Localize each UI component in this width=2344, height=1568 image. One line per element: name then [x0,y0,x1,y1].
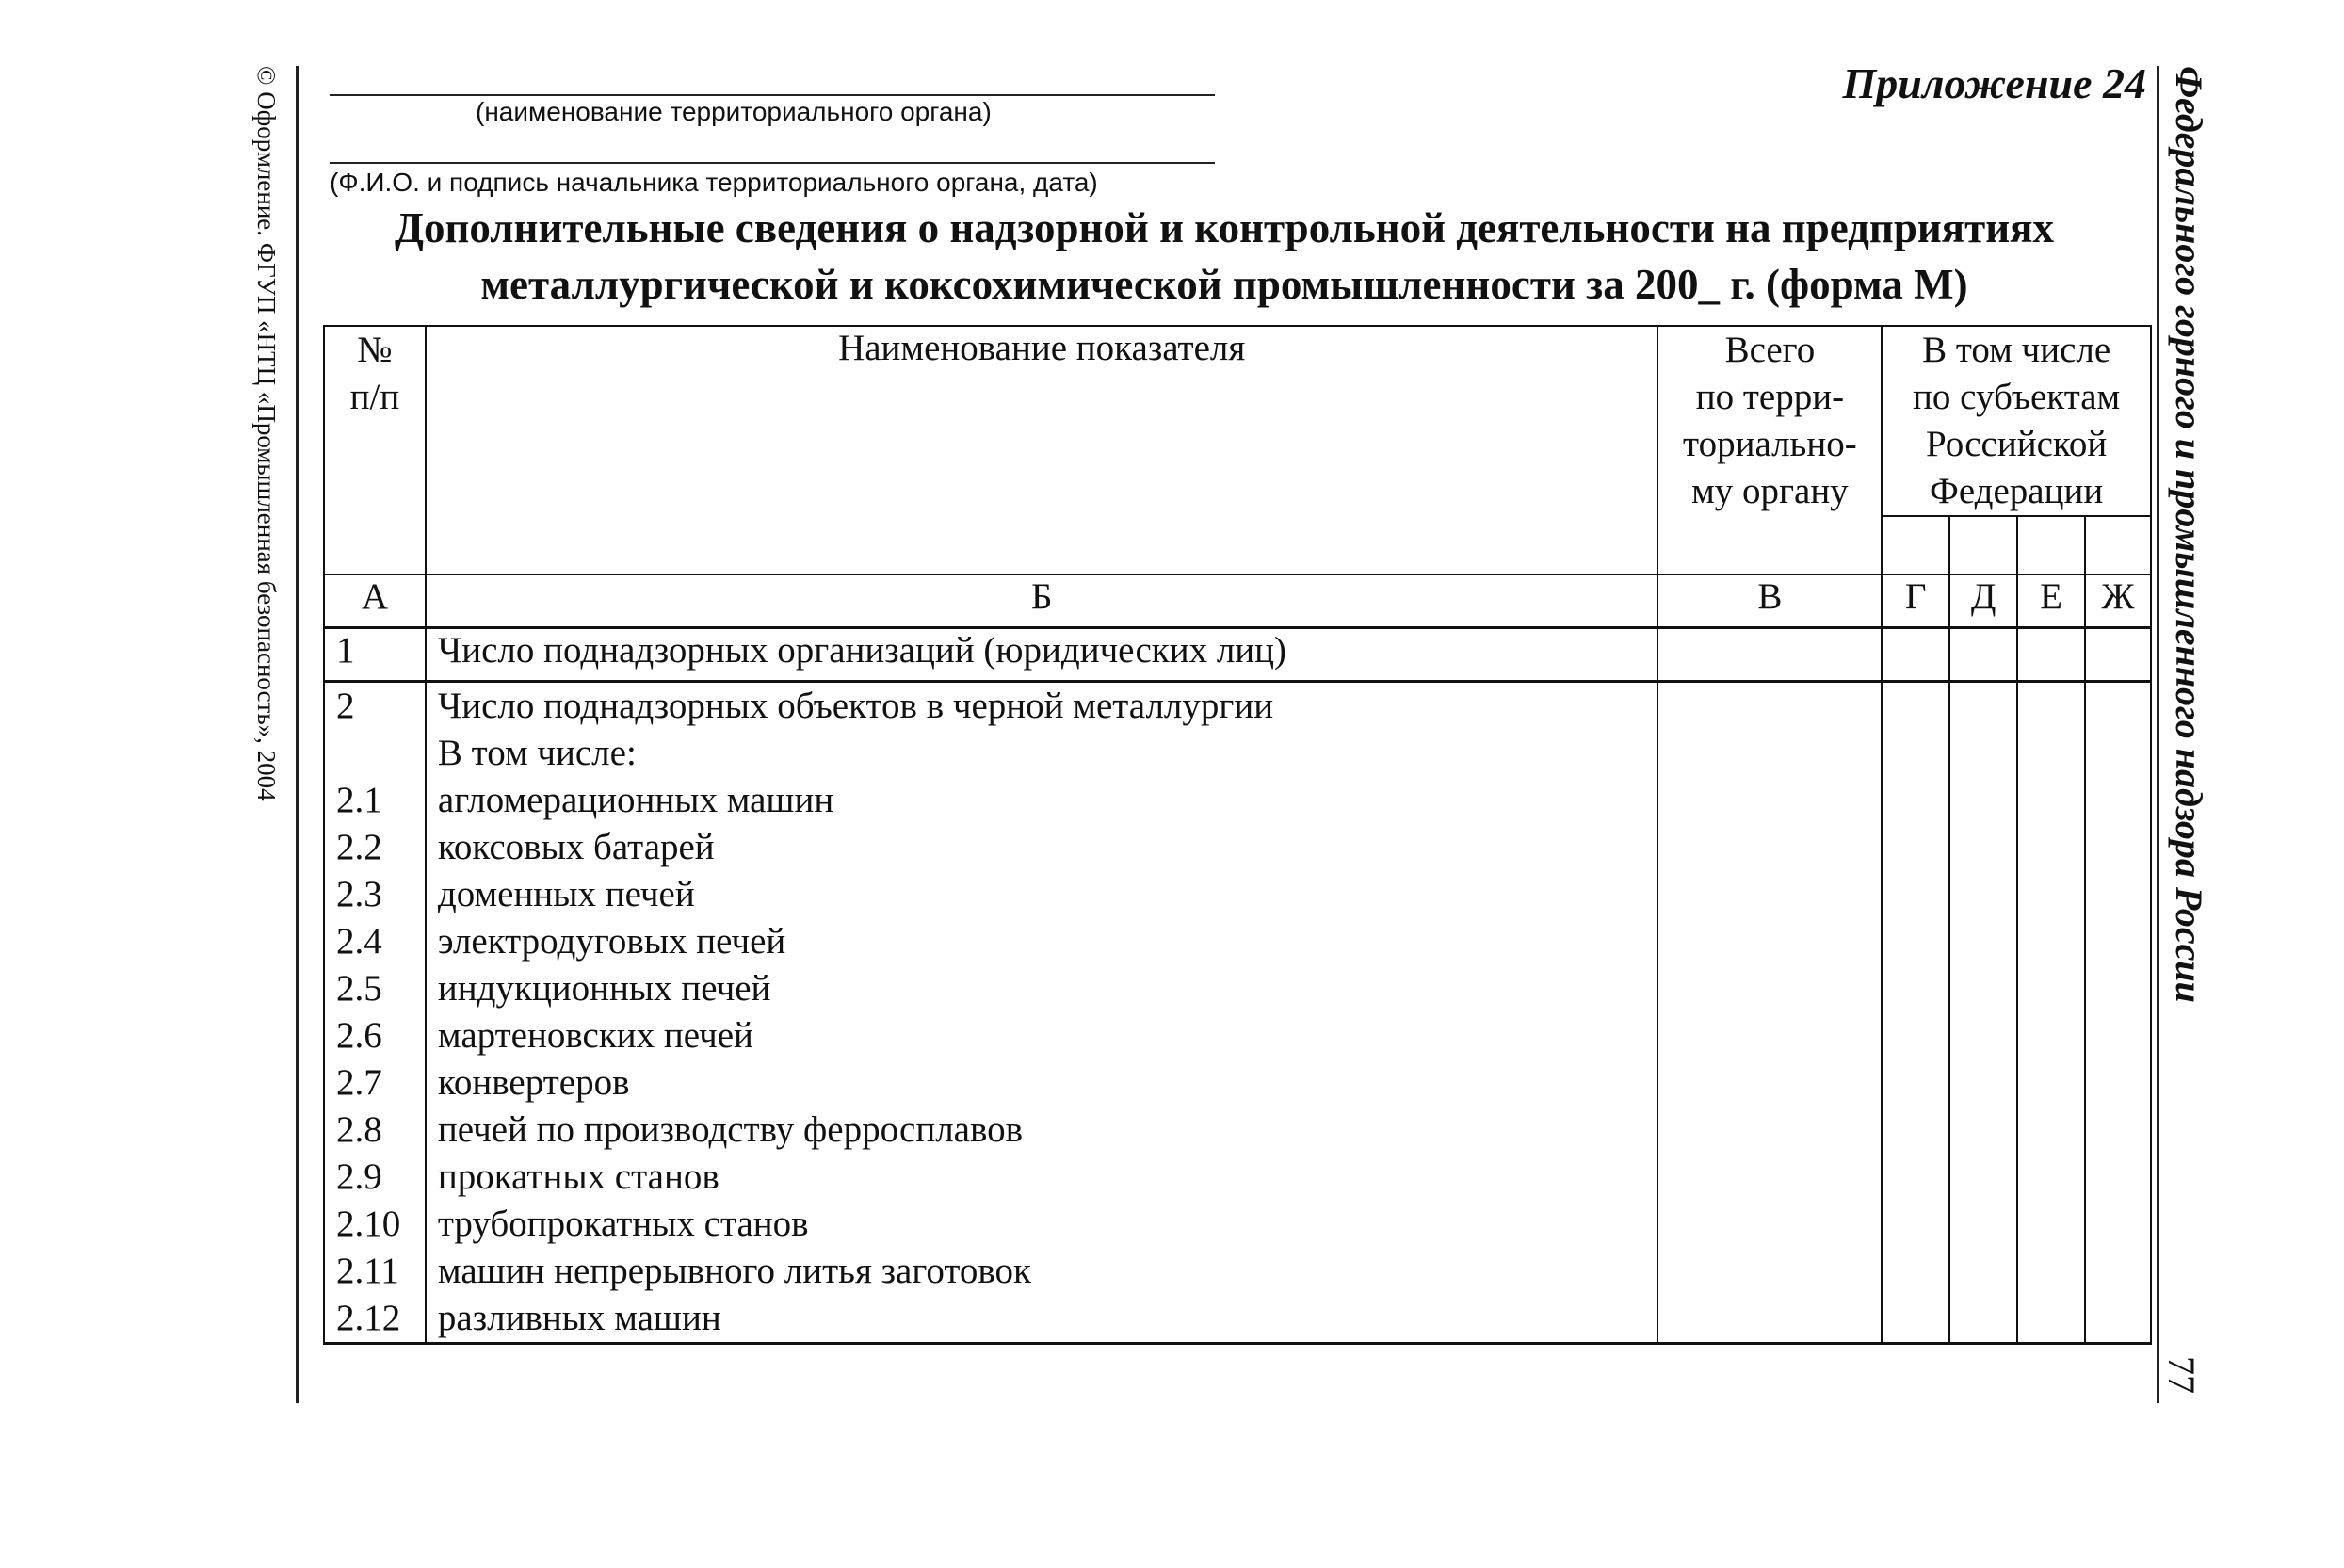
value-cell [1949,682,2017,1344]
table-row [324,628,2151,682]
left-rule [296,66,299,1403]
title-line-1: Дополнительные сведения о надзорной и контрольной деятельности на предприятиях [394,204,2055,251]
subject-cell [2017,516,2085,574]
value-cell [2085,682,2151,1344]
row-number: 1 [324,628,426,682]
header-name: Наименование показателя [426,326,1658,574]
form-table [323,325,2152,1345]
page-number: 77 [2160,1356,2203,1394]
subject-cell [1949,516,2017,574]
left-margin [254,66,292,1403]
subject-cell [1882,516,1949,574]
value-cell [1882,628,1949,682]
letter-b: Б [426,574,1658,628]
signature-line [330,162,1215,164]
signature-caption: (Ф.И.О. и подпись начальника территориального органа, дата) [330,168,1098,197]
copyright-text: © Оформление. ФГУП «НТЦ «Промышленная безопасность», 2004 [252,66,281,801]
value-cell [1657,628,1882,682]
right-margin [2157,66,2223,1403]
letter-a: А [324,574,426,628]
appendix-label: Приложение 24 [1842,59,2146,107]
running-header: Федерального горного и промышленного надзора России [2168,66,2210,1003]
value-cell [2017,628,2085,682]
document-title [330,200,2119,313]
letter-e: Е [2017,574,2085,628]
letter-v: В [1657,574,1882,628]
row-numbers: 2 2.1 2.2 2.3 2.4 2.5 2.6 2.7 2.8 2.9 2.10 2.11 2.12 [324,682,426,1344]
header-num: № п/п [324,326,426,574]
letter-zh: Ж [2085,574,2151,628]
header-including-subjects: В том числе по субъектам Российской Федерации [1882,326,2151,516]
letter-d: Д [1949,574,2017,628]
territorial-organ-line [330,94,1215,96]
row-names: Число поднадзорных объектов в черной металлургии В том числе: агломерационных машин коксовых батарей доменных печей электродуговых печей индукционных печей мартеновских печей конвертеров печей по производству ферросплавов прокатных станов трубопрокатных станов машин непрерывного литья заготовок разливных машин [426,682,1658,1344]
value-cell [1657,682,1882,1344]
row-name: Число поднадзорных организаций (юридических лиц) [426,628,1658,682]
value-cell [1949,628,2017,682]
table-row [324,682,2151,1344]
letter-g: Г [1882,574,1949,628]
right-rule [2157,66,2159,1403]
column-letters-row [324,574,2151,628]
value-cell [2017,682,2085,1344]
value-cell [2085,628,2151,682]
header-total: Всего по терри- ториально- му органу [1657,326,1882,574]
value-cell [1882,682,1949,1344]
subject-cell [2085,516,2151,574]
title-line-2: металлургической и коксохимической промышленности за 200_ г. (форма М) [480,261,1968,308]
territorial-organ-caption: (наименование территориального органа) [476,97,992,126]
